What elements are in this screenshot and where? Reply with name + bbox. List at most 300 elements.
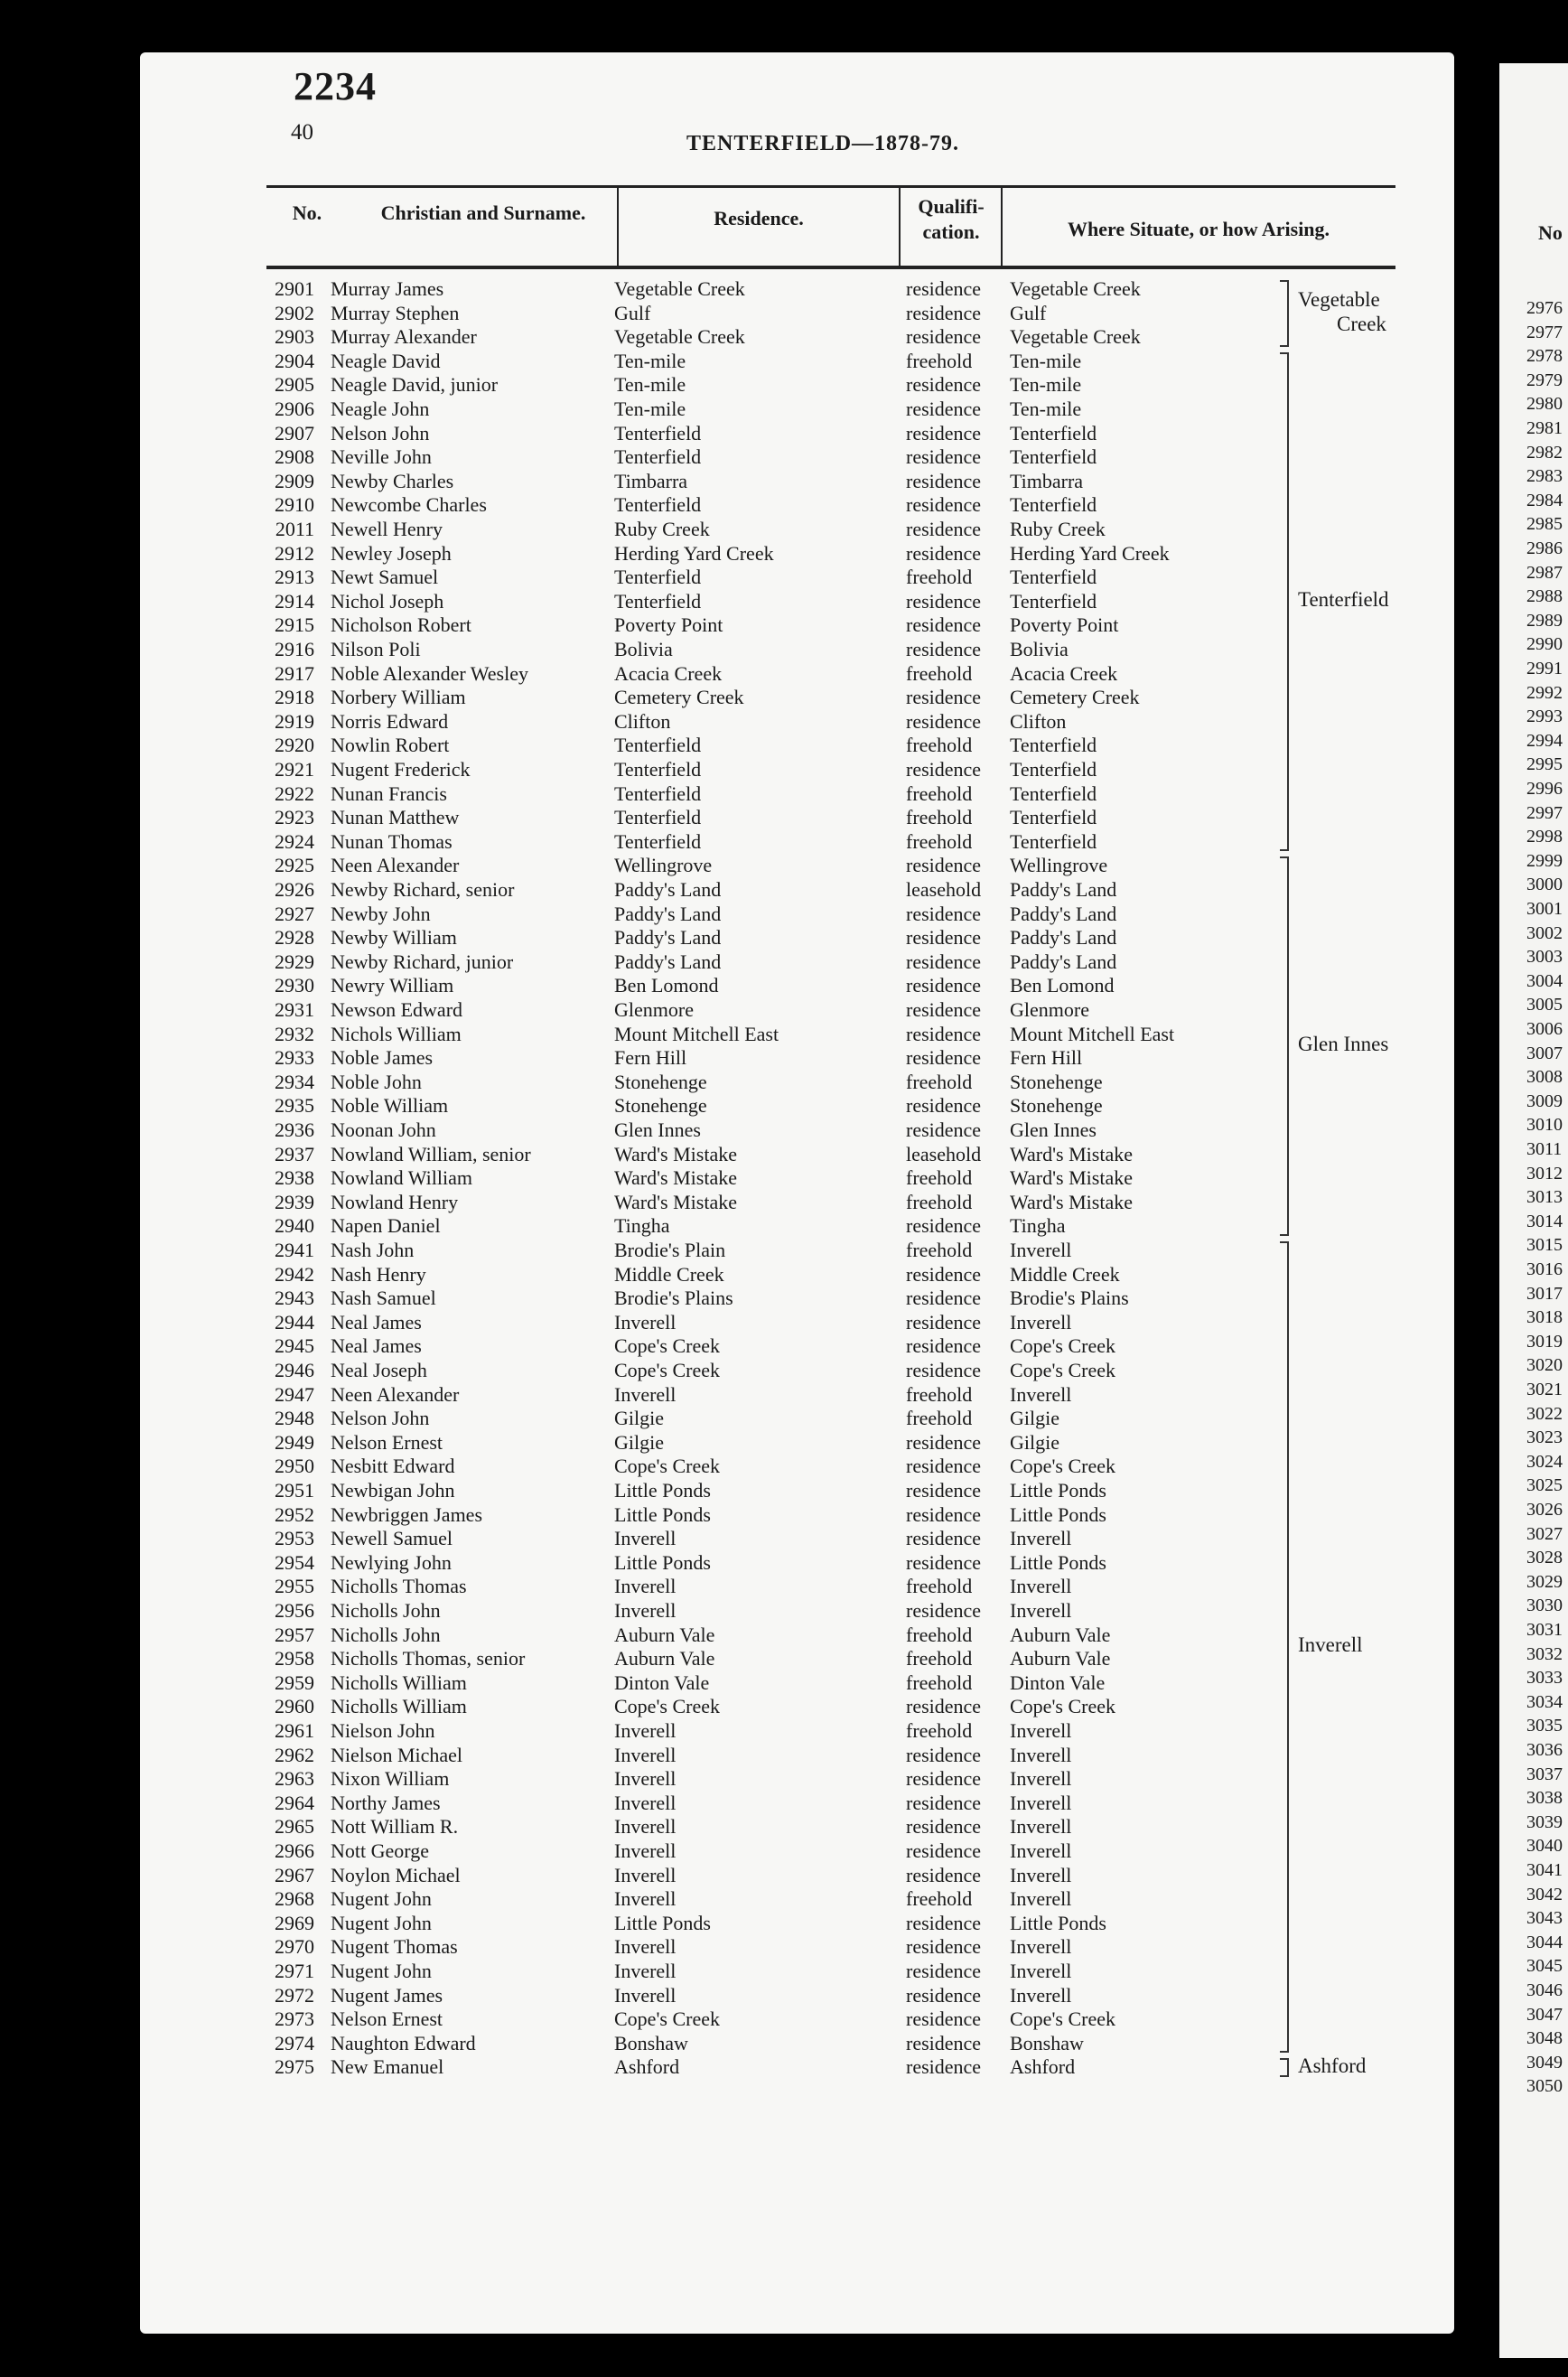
entry-where-situate: Inverell: [1010, 1719, 1072, 1742]
entry-qualification: residence: [906, 1983, 982, 2007]
entry-name: Newby John: [331, 902, 431, 925]
adjacent-entry-number: 2988: [1526, 586, 1563, 607]
entry-name: Nowland William, senior: [331, 1142, 531, 1165]
entry-name: Nott George: [331, 1839, 429, 1862]
entry-residence: Inverell: [614, 1839, 677, 1862]
group-bracket-tick: [1280, 1234, 1289, 1236]
entry-number: 2959: [275, 1670, 314, 1694]
entry-number: 2963: [275, 1767, 314, 1791]
adjacent-entry-number: 3026: [1526, 1500, 1563, 1520]
entry-name: Nowlin Robert: [331, 734, 450, 757]
entry-name: Newlying John: [331, 1550, 452, 1574]
entry-number: 2912: [275, 541, 314, 565]
entry-residence: Auburn Vale: [614, 1647, 715, 1670]
entry-name: Nelson John: [331, 1407, 430, 1430]
entry-number: 2969: [275, 1911, 314, 1934]
adjacent-entry-number: 2982: [1526, 442, 1563, 463]
group-bracket-tick: [1280, 2058, 1289, 2060]
entry-qualification: freehold: [906, 1239, 973, 1261]
entry-qualification: residence: [906, 1695, 982, 1718]
entry-where-situate: Tenterfield: [1010, 734, 1097, 757]
adjacent-entry-number: 3032: [1526, 1643, 1563, 1664]
entry-number: 2915: [275, 613, 314, 637]
adjacent-entry-number: 2983: [1526, 466, 1563, 487]
entry-number: 2904: [275, 349, 314, 372]
entry-name: Napen Daniel: [331, 1214, 441, 1238]
entry-qualification: freehold: [906, 829, 973, 853]
entry-residence: Tenterfield: [614, 421, 702, 445]
adjacent-entry-number: 3017: [1526, 1283, 1563, 1304]
entry-residence: Ten-mile: [614, 349, 686, 372]
entry-residence: Gulf: [614, 301, 651, 324]
entry-residence: Herding Yard Creek: [614, 541, 774, 565]
adjacent-entry-number: 2977: [1526, 322, 1563, 342]
adjacent-entry-number: 2979: [1526, 370, 1563, 390]
adjacent-entry-number: 3018: [1526, 1307, 1563, 1328]
entry-number: 2954: [275, 1550, 314, 1574]
entry-name: Nicholls Thomas: [331, 1575, 467, 1598]
adjacent-entry-number: 2999: [1526, 850, 1563, 871]
entry-where-situate: Ten-mile: [1010, 373, 1082, 397]
entry-number: 2944: [275, 1310, 314, 1334]
adjacent-entry-number: 3050: [1526, 2076, 1563, 2097]
entry-name: Murray Stephen: [331, 301, 460, 324]
header-divider: [899, 185, 901, 266]
entry-name: Nunan Matthew: [331, 806, 460, 829]
next-page-header-no: No: [1538, 221, 1563, 244]
entry-where-situate: Ben Lomond: [1010, 974, 1115, 997]
adjacent-entry-number: 3011: [1526, 1139, 1563, 1159]
header-qualification-1: Qualifi-: [918, 195, 985, 218]
entry-qualification: freehold: [906, 1382, 973, 1406]
entry-number: 2946: [275, 1359, 314, 1381]
adjacent-entry-number: 3024: [1526, 1451, 1563, 1472]
entry-number: 2971: [275, 1960, 314, 1982]
entry-where-situate: Tenterfield: [1010, 566, 1097, 589]
group-label: Tenterfield: [1298, 588, 1389, 612]
entry-qualification: residence: [906, 2055, 982, 2079]
entry-qualification: residence: [906, 926, 982, 950]
entry-name: Newt Samuel: [331, 566, 439, 589]
entry-name: Nugent John: [331, 1887, 432, 1911]
entry-where-situate: Glenmore: [1010, 998, 1089, 1021]
entry-residence: Wellingrove: [614, 854, 713, 877]
entry-number: 2914: [275, 589, 314, 613]
entry-residence: Tenterfield: [614, 566, 702, 589]
entry-where-situate: Timbarra: [1010, 469, 1084, 492]
entry-name: Neen Alexander: [331, 854, 460, 877]
adjacent-entry-number: 2991: [1526, 659, 1563, 678]
entry-name: Nash Henry: [331, 1262, 426, 1286]
entry-number: 2930: [275, 974, 314, 997]
adjacent-entry-number: 2987: [1526, 562, 1563, 583]
entry-number: 2966: [275, 1839, 314, 1862]
entry-residence: Little Ponds: [614, 1550, 711, 1574]
entry-where-situate: Tenterfield: [1010, 806, 1097, 829]
header-top-rule: [266, 185, 1395, 188]
entry-where-situate: Ward's Mistake: [1010, 1190, 1133, 1213]
adjacent-entry-number: 3045: [1526, 1956, 1563, 1977]
group-bracket-tick: [1280, 280, 1289, 282]
entry-where-situate: Ward's Mistake: [1010, 1142, 1133, 1165]
group-label: Ashford: [1298, 2054, 1367, 2077]
entry-residence: Cemetery Creek: [614, 686, 744, 709]
entry-where-situate: Cemetery Creek: [1010, 686, 1140, 709]
entry-where-situate: Ten-mile: [1010, 349, 1082, 372]
entry-qualification: freehold: [906, 1647, 973, 1670]
entry-name: Noble Alexander Wesley: [331, 661, 528, 685]
group-bracket-tick: [1280, 1241, 1289, 1243]
entry-residence: Inverell: [614, 1743, 677, 1766]
adjacent-entry-number: 3023: [1526, 1427, 1563, 1448]
adjacent-entry-number: 2992: [1526, 682, 1563, 703]
entry-where-situate: Ward's Mistake: [1010, 1166, 1133, 1190]
entry-number: 2957: [275, 1623, 314, 1646]
adjacent-entry-number: 3001: [1526, 899, 1563, 919]
adjacent-entry-number: 3020: [1526, 1355, 1563, 1376]
entry-where-situate: Little Ponds: [1010, 1550, 1106, 1574]
header-divider: [1001, 185, 1003, 266]
header-where: Where Situate, or how Arising.: [1067, 218, 1330, 240]
entry-qualification: residence: [906, 1262, 982, 1286]
entry-where-situate: Bonshaw: [1010, 2031, 1084, 2054]
entry-where-situate: Stonehenge: [1010, 1070, 1103, 1093]
entry-residence: Cope's Creek: [614, 1334, 720, 1358]
entry-qualification: residence: [906, 493, 982, 517]
entry-number: 2903: [275, 325, 314, 349]
entry-residence: Inverell: [614, 1767, 677, 1791]
adjacent-entry-number: 3004: [1526, 970, 1563, 991]
entry-number: 2961: [275, 1719, 314, 1742]
entry-residence: Bonshaw: [614, 2031, 688, 2054]
entry-where-situate: Inverell: [1010, 1839, 1072, 1862]
entry-name: Nelson John: [331, 421, 430, 445]
entry-name: Neagle David: [331, 349, 441, 372]
entry-where-situate: Cope's Creek: [1010, 1695, 1115, 1718]
entry-where-situate: Vegetable Creek: [1010, 277, 1141, 300]
entry-qualification: residence: [906, 1094, 982, 1118]
entry-qualification: residence: [906, 998, 982, 1021]
entry-number: 2949: [275, 1430, 314, 1454]
entry-qualification: residence: [906, 2007, 982, 2031]
entry-where-situate: Paddy's Land: [1010, 926, 1117, 950]
entry-where-situate: Ten-mile: [1010, 398, 1082, 420]
entry-name: Newbriggen James: [331, 1502, 483, 1526]
entry-where-situate: Ruby Creek: [1010, 518, 1106, 540]
adjacent-entry-number: 3048: [1526, 2028, 1563, 2049]
entry-where-situate: Tenterfield: [1010, 445, 1097, 469]
entry-qualification: residence: [906, 1599, 982, 1622]
entry-number: 2956: [275, 1599, 314, 1622]
adjacent-entry-number: 3008: [1526, 1067, 1563, 1088]
entry-residence: Inverell: [614, 1863, 677, 1886]
entry-name: Nowland William: [331, 1166, 472, 1190]
entry-where-situate: Gilgie: [1010, 1430, 1059, 1454]
entry-where-situate: Tenterfield: [1010, 781, 1097, 805]
entry-qualification: residence: [906, 1960, 982, 1982]
adjacent-entry-number: 3030: [1526, 1596, 1563, 1616]
entry-name: New Emanuel: [331, 2055, 444, 2079]
adjacent-entry-number: 3047: [1526, 2004, 1563, 2025]
entry-name: Norris Edward: [331, 709, 449, 733]
entry-name: Nichol Joseph: [331, 589, 444, 613]
entry-number: 2937: [275, 1142, 314, 1165]
entry-qualification: residence: [906, 541, 982, 565]
entry-number: 2960: [275, 1695, 314, 1718]
adjacent-entry-number: 3043: [1526, 1908, 1563, 1929]
entry-qualification: residence: [906, 1743, 982, 1766]
entry-name: Nelson Ernest: [331, 1430, 443, 1454]
adjacent-entry-number: 3010: [1526, 1115, 1563, 1136]
entry-number: 2926: [275, 878, 314, 901]
entry-residence: Ben Lomond: [614, 974, 719, 997]
entry-qualification: residence: [906, 398, 982, 420]
entry-number: 2952: [275, 1502, 314, 1526]
entry-number: 2923: [275, 806, 314, 829]
entry-name: Nott William R.: [331, 1815, 459, 1839]
entry-residence: Gilgie: [614, 1430, 664, 1454]
entry-number: 2953: [275, 1527, 314, 1550]
entry-where-situate: Cope's Creek: [1010, 2007, 1115, 2031]
adjacent-entry-number: 2993: [1526, 707, 1563, 727]
entry-residence: Brodie's Plain: [614, 1239, 726, 1261]
adjacent-entry-number: 2986: [1526, 538, 1563, 558]
entry-qualification: freehold: [906, 734, 973, 757]
entry-residence: Little Ponds: [614, 1502, 711, 1526]
entry-residence: Inverell: [614, 1815, 677, 1839]
entry-residence: Stonehenge: [614, 1070, 707, 1093]
entry-where-situate: Poverty Point: [1010, 613, 1119, 637]
entry-qualification: residence: [906, 1118, 982, 1141]
entry-where-situate: Herding Yard Creek: [1010, 541, 1170, 565]
page-number: 40: [291, 120, 313, 145]
entry-qualification: freehold: [906, 1670, 973, 1694]
entry-residence: Inverell: [614, 1382, 677, 1406]
group-label: Glen Innes: [1298, 1033, 1389, 1056]
entry-qualification: residence: [906, 758, 982, 781]
entry-where-situate: Inverell: [1010, 1382, 1072, 1406]
entry-residence: Ten-mile: [614, 373, 686, 397]
page-stamp-number: 2234: [294, 64, 377, 108]
adjacent-entry-number: 3031: [1526, 1620, 1563, 1640]
entry-residence: Ward's Mistake: [614, 1190, 737, 1213]
entry-qualification: freehold: [906, 1623, 973, 1646]
header-bottom-rule: [266, 266, 1395, 269]
entry-name: Nielson Michael: [331, 1743, 463, 1766]
entry-number: 2974: [275, 2031, 314, 2054]
entry-name: Nugent John: [331, 1911, 432, 1934]
entry-residence: Glen Innes: [614, 1118, 701, 1141]
entry-residence: Vegetable Creek: [614, 325, 745, 349]
entry-where-situate: Cope's Creek: [1010, 1334, 1115, 1358]
entry-qualification: residence: [906, 613, 982, 637]
entry-residence: Ward's Mistake: [614, 1166, 737, 1190]
entry-where-situate: Paddy's Land: [1010, 950, 1117, 973]
entry-number: 2948: [275, 1407, 314, 1430]
entry-number: 2975: [275, 2055, 314, 2079]
entry-where-situate: Acacia Creek: [1010, 661, 1118, 685]
entry-where-situate: Wellingrove: [1010, 854, 1108, 877]
entry-where-situate: Inverell: [1010, 1983, 1072, 2007]
adjacent-entry-number: 3041: [1526, 1860, 1563, 1880]
group-bracket: [1287, 856, 1289, 1234]
adjacent-entry-number: 2984: [1526, 490, 1563, 510]
entry-qualification: residence: [906, 589, 982, 613]
header-divider: [617, 185, 619, 266]
entry-name: Nilson Poli: [331, 638, 421, 660]
entry-qualification: leasehold: [906, 1142, 982, 1165]
entry-qualification: residence: [906, 421, 982, 445]
entry-where-situate: Paddy's Land: [1010, 902, 1117, 925]
entry-number: 2967: [275, 1863, 314, 1886]
entry-where-situate: Inverell: [1010, 1575, 1072, 1598]
entry-where-situate: Tenterfield: [1010, 758, 1097, 781]
entry-residence: Inverell: [614, 1935, 677, 1959]
entry-residence: Gilgie: [614, 1407, 664, 1430]
group-label: Vegetable: [1298, 287, 1380, 311]
entry-residence: Tenterfield: [614, 445, 702, 469]
adjacent-entry-number: 3033: [1526, 1668, 1563, 1689]
adjacent-entry-number: 3044: [1526, 1932, 1563, 1952]
entry-name: Newby Richard, senior: [331, 878, 515, 901]
entry-name: Neville John: [331, 445, 432, 469]
header-residence: Residence.: [714, 207, 804, 229]
group-bracket: [1287, 1241, 1289, 2051]
entry-name: Nugent Frederick: [331, 758, 471, 781]
entry-name: Northy James: [331, 1791, 441, 1814]
entry-qualification: residence: [906, 1911, 982, 1934]
entry-qualification: residence: [906, 1550, 982, 1574]
adjacent-entry-number: 2980: [1526, 394, 1563, 415]
entry-name: Nicholls William: [331, 1670, 467, 1694]
entry-residence: Little Ponds: [614, 1479, 711, 1502]
entry-residence: Cope's Creek: [614, 1695, 720, 1718]
adjacent-entry-number: 3005: [1526, 995, 1563, 1015]
entry-where-situate: Tenterfield: [1010, 829, 1097, 853]
group-label: Inverell: [1298, 1633, 1363, 1657]
adjacent-entry-number: 3037: [1526, 1764, 1563, 1784]
entry-name: Newby Richard, junior: [331, 950, 514, 973]
entry-number: 2902: [275, 301, 314, 324]
entry-number: 2907: [275, 421, 314, 445]
entry-qualification: residence: [906, 854, 982, 877]
entry-number: 2938: [275, 1166, 314, 1190]
entry-residence: Little Ponds: [614, 1911, 711, 1934]
entry-residence: Cope's Creek: [614, 1455, 720, 1478]
entry-name: Nash John: [331, 1239, 415, 1261]
entry-number: 2919: [275, 709, 314, 733]
entry-residence: Cope's Creek: [614, 2007, 720, 2031]
entry-residence: Paddy's Land: [614, 878, 722, 901]
adjacent-entry-number: 3019: [1526, 1331, 1563, 1352]
adjacent-entry-number: 3016: [1526, 1259, 1563, 1279]
entry-residence: Tingha: [614, 1214, 670, 1238]
entry-qualification: freehold: [906, 566, 973, 589]
page-title: TENTERFIELD—1878-79.: [686, 132, 960, 155]
entry-where-situate: Paddy's Land: [1010, 878, 1117, 901]
entry-where-situate: Fern Hill: [1010, 1046, 1083, 1070]
entry-number: 2968: [275, 1887, 314, 1911]
adjacent-entry-number: 3022: [1526, 1403, 1563, 1424]
entry-qualification: residence: [906, 1455, 982, 1478]
entry-residence: Paddy's Land: [614, 902, 722, 925]
entry-qualification: freehold: [906, 1887, 973, 1911]
entry-residence: Brodie's Plains: [614, 1287, 733, 1310]
entry-number: 2955: [275, 1575, 314, 1598]
group-bracket: [1287, 352, 1289, 850]
entry-qualification: residence: [906, 1310, 982, 1334]
entry-qualification: residence: [906, 902, 982, 925]
entry-number: 2945: [275, 1334, 314, 1358]
entry-qualification: residence: [906, 1214, 982, 1238]
entry-where-situate: Bolivia: [1010, 638, 1069, 660]
entry-name: Nesbitt Edward: [331, 1455, 455, 1478]
entry-residence: Tenterfield: [614, 589, 702, 613]
entry-qualification: residence: [906, 469, 982, 492]
adjacent-entry-number: 2978: [1526, 346, 1563, 367]
entry-name: Newby William: [331, 926, 457, 950]
group-bracket-tick: [1280, 856, 1289, 858]
entry-name: Noonan John: [331, 1118, 436, 1141]
adjacent-entry-number: 3028: [1526, 1548, 1563, 1568]
entry-name: Nixon William: [331, 1767, 450, 1791]
adjacent-entry-number: 2989: [1526, 610, 1563, 631]
entry-where-situate: Gilgie: [1010, 1407, 1059, 1430]
entry-name: Nunan Thomas: [331, 829, 453, 853]
entry-residence: Ward's Mistake: [614, 1142, 737, 1165]
entry-qualification: leasehold: [906, 878, 982, 901]
entry-number: 2934: [275, 1070, 314, 1093]
entry-where-situate: Cope's Creek: [1010, 1359, 1115, 1381]
entry-name: Murray Alexander: [331, 325, 477, 349]
group-bracket-tick: [1280, 345, 1289, 347]
entry-where-situate: Little Ponds: [1010, 1479, 1106, 1502]
entry-name: Nugent Thomas: [331, 1935, 458, 1959]
entry-number: 2921: [275, 758, 314, 781]
header-no: No.: [292, 201, 322, 224]
entry-where-situate: Glen Innes: [1010, 1118, 1097, 1141]
entry-residence: Inverell: [614, 1527, 677, 1550]
entry-residence: Inverell: [614, 1791, 677, 1814]
entry-name: Nicholls John: [331, 1623, 441, 1646]
entry-name: Nichols William: [331, 1022, 462, 1045]
entry-number: 2972: [275, 1983, 314, 2007]
entry-number: 2918: [275, 686, 314, 709]
entry-where-situate: Inverell: [1010, 1863, 1072, 1886]
entry-number: 2943: [275, 1287, 314, 1310]
group-bracket-tick: [1280, 2051, 1289, 2053]
entry-number: 2939: [275, 1190, 314, 1213]
entry-number: 2905: [275, 373, 314, 397]
entry-where-situate: Stonehenge: [1010, 1094, 1103, 1118]
adjacent-entry-number: 2990: [1526, 634, 1563, 655]
entry-qualification: residence: [906, 1430, 982, 1454]
entry-where-situate: Clifton: [1010, 709, 1067, 733]
adjacent-entry-number: 3036: [1526, 1740, 1563, 1760]
entry-number: 2973: [275, 2007, 314, 2031]
entry-where-situate: Little Ponds: [1010, 1502, 1106, 1526]
entry-residence: Timbarra: [614, 469, 688, 492]
entry-residence: Middle Creek: [614, 1262, 724, 1286]
entry-residence: Acacia Creek: [614, 661, 723, 685]
entry-qualification: residence: [906, 2031, 982, 2054]
adjacent-entry-number: 3015: [1526, 1235, 1563, 1256]
entry-residence: Paddy's Land: [614, 950, 722, 973]
adjacent-entry-number: 2976: [1526, 298, 1563, 318]
entry-number: 2942: [275, 1262, 314, 1286]
group-label-line-2: Creek: [1337, 312, 1386, 335]
entry-number: 2940: [275, 1214, 314, 1238]
